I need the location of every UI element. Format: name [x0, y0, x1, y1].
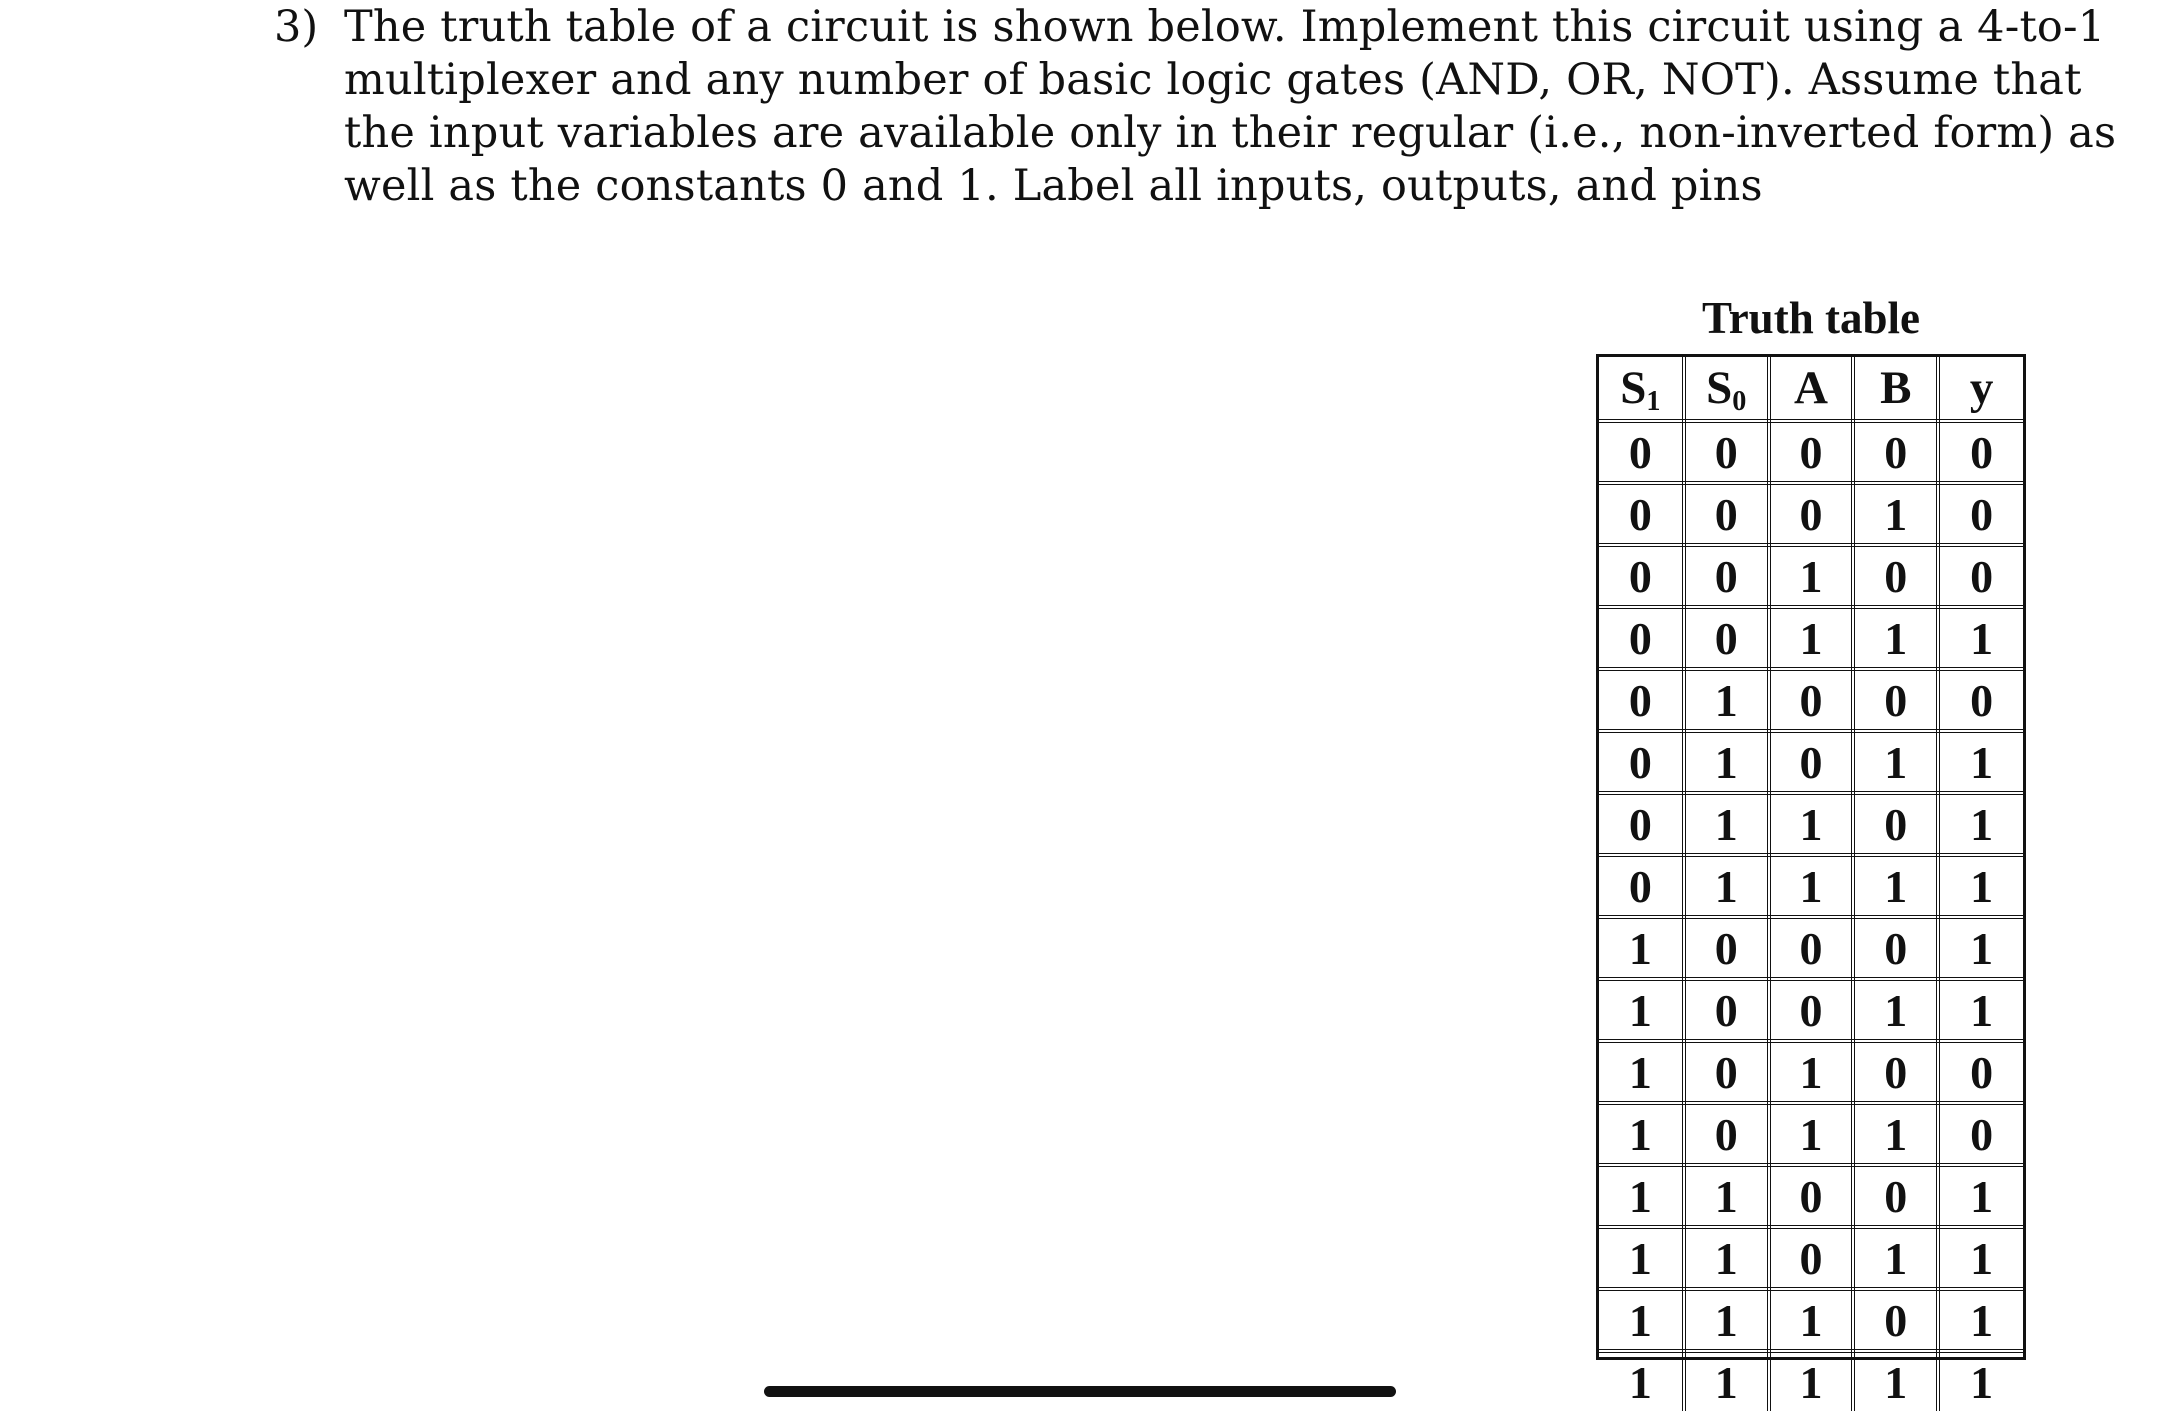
cell-y: 0	[1938, 545, 2023, 607]
table-row	[1599, 669, 2023, 731]
table-row	[1599, 793, 2023, 855]
cell-b: 0	[1853, 793, 1938, 855]
cell-a: 1	[1769, 793, 1854, 855]
cell-a: 1	[1769, 1041, 1854, 1103]
cell-s0: 1	[1684, 793, 1769, 855]
cell-s1: 1	[1599, 1289, 1684, 1351]
cell-s0: 0	[1684, 545, 1769, 607]
cell-y: 1	[1938, 979, 2023, 1041]
table-row	[1599, 1041, 2023, 1103]
table-row	[1599, 1227, 2023, 1289]
cell-y: 1	[1938, 1165, 2023, 1227]
table-row	[1599, 1351, 2023, 1411]
cell-b: 1	[1853, 1227, 1938, 1289]
table-row	[1599, 855, 2023, 917]
cell-b: 0	[1853, 917, 1938, 979]
home-indicator[interactable]	[764, 1386, 1396, 1397]
cell-a: 0	[1769, 917, 1854, 979]
cell-y: 0	[1938, 1103, 2023, 1165]
cell-s0: 1	[1684, 1351, 1769, 1411]
cell-s0: 1	[1684, 855, 1769, 917]
cell-y: 1	[1938, 731, 2023, 793]
cell-s0: 1	[1684, 1227, 1769, 1289]
cell-y: 0	[1938, 1041, 2023, 1103]
cell-s1: 0	[1599, 855, 1684, 917]
header-s1	[1599, 357, 1684, 421]
cell-a: 0	[1769, 421, 1854, 483]
cell-y: 0	[1938, 483, 2023, 545]
table-row	[1599, 1165, 2023, 1227]
cell-y: 1	[1938, 1227, 2023, 1289]
cell-y: 1	[1970, 1356, 1994, 1408]
cell-s0: 1	[1684, 1289, 1769, 1351]
cell-b: 0	[1853, 421, 1938, 483]
cell-a: 1	[1769, 1289, 1854, 1351]
question-line-4: well as the constants 0 and 1. Label all inputs, outputs, and pins	[344, 161, 1763, 211]
cell-s0: 0	[1684, 483, 1769, 545]
header-s0-base: S	[1706, 362, 1733, 414]
cell-a: 0	[1769, 669, 1854, 731]
cell-s0: 0	[1684, 1041, 1769, 1103]
cell-s1: 1	[1599, 1227, 1684, 1289]
header-s0-sub: 0	[1732, 386, 1747, 418]
cell-b: 1	[1853, 607, 1938, 669]
cell-s1: 1	[1599, 917, 1684, 979]
question-line-3: the input variables are available only in their regular (i.e., non-inverted form) as	[344, 108, 2117, 158]
cell-s1: 1	[1599, 1041, 1684, 1103]
cell-s0: 0	[1684, 917, 1769, 979]
cell-b: 0	[1853, 1289, 1938, 1351]
cell-a: 0	[1769, 1165, 1854, 1227]
cell-b: 0	[1853, 1041, 1938, 1103]
cell-a: 1	[1769, 607, 1854, 669]
header-s1-base: S	[1620, 362, 1647, 414]
cell-s1: 1	[1599, 1351, 1684, 1411]
header-s0	[1684, 357, 1769, 421]
header-s1-sub: 1	[1646, 386, 1661, 418]
table-row	[1599, 731, 2023, 793]
cell-y: 1	[1938, 855, 2023, 917]
cell-a: 1	[1769, 1351, 1854, 1411]
header-b: B	[1853, 357, 1938, 421]
cell-s0: 1	[1684, 731, 1769, 793]
table-row	[1599, 1289, 2023, 1351]
question-line-1: The truth table of a circuit is shown below. Implement this circuit using a 4-to-1	[344, 2, 2106, 52]
cell-a: 0	[1769, 1227, 1854, 1289]
cell-b: 1	[1853, 979, 1938, 1041]
cell-a: 0	[1769, 979, 1854, 1041]
cell-s0: 1	[1684, 669, 1769, 731]
cell-s1: 0	[1599, 793, 1684, 855]
cell-s0: 0	[1684, 421, 1769, 483]
cell-s0: 0	[1684, 607, 1769, 669]
table-row	[1599, 917, 2023, 979]
cell-a: 1	[1769, 1103, 1854, 1165]
truth-table	[1596, 354, 2026, 1408]
truth-table-title: Truth table	[1702, 293, 1920, 343]
cell-s1: 1	[1599, 1165, 1684, 1227]
cell-a: 1	[1769, 545, 1854, 607]
cell-b: 1	[1853, 731, 1938, 793]
header-y: y	[1938, 357, 2023, 421]
cell-b: 1	[1853, 483, 1938, 545]
table-row	[1599, 421, 2023, 483]
cell-y: 0	[1938, 421, 2023, 483]
cell-y: 0	[1938, 669, 2023, 731]
cell-s1: 1	[1599, 979, 1684, 1041]
cell-a: 1	[1769, 855, 1854, 917]
cell-y: 1	[1938, 793, 2023, 855]
cell-y: 1	[1938, 917, 2023, 979]
cell-b: 0	[1853, 1165, 1938, 1227]
question-number: 3)	[274, 2, 319, 52]
table-row	[1599, 483, 2023, 545]
cell-b: 1	[1853, 855, 1938, 917]
table-row	[1599, 1103, 2023, 1165]
cell-s1: 0	[1599, 545, 1684, 607]
cell-s1: 0	[1599, 483, 1684, 545]
question-line-2: multiplexer and any number of basic logic gates (AND, OR, NOT). Assume that	[344, 55, 2082, 105]
truth-table-grid	[1599, 357, 2023, 1411]
cell-s1: 0	[1599, 607, 1684, 669]
cell-y: 1	[1938, 1289, 2023, 1351]
cell-b: 0	[1853, 669, 1938, 731]
table-row	[1599, 545, 2023, 607]
cell-s1: 0	[1599, 421, 1684, 483]
cell-s1: 0	[1599, 669, 1684, 731]
header-a: A	[1769, 357, 1854, 421]
cell-b: 1	[1853, 1351, 1938, 1411]
cell-b: 1	[1853, 1103, 1938, 1165]
cell-b: 0	[1853, 545, 1938, 607]
truth-table-header-row	[1599, 357, 2023, 421]
cell-s0: 0	[1684, 979, 1769, 1041]
table-row	[1599, 607, 2023, 669]
cell-y: 1	[1938, 607, 2023, 669]
cell-a: 0	[1769, 731, 1854, 793]
cell-s1: 1	[1599, 1103, 1684, 1165]
truth-table-body	[1599, 421, 2023, 1411]
table-row	[1599, 979, 2023, 1041]
cell-a: 0	[1769, 483, 1854, 545]
cell-s0: 1	[1684, 1165, 1769, 1227]
cell-s1: 0	[1599, 731, 1684, 793]
cell-s0: 0	[1684, 1103, 1769, 1165]
